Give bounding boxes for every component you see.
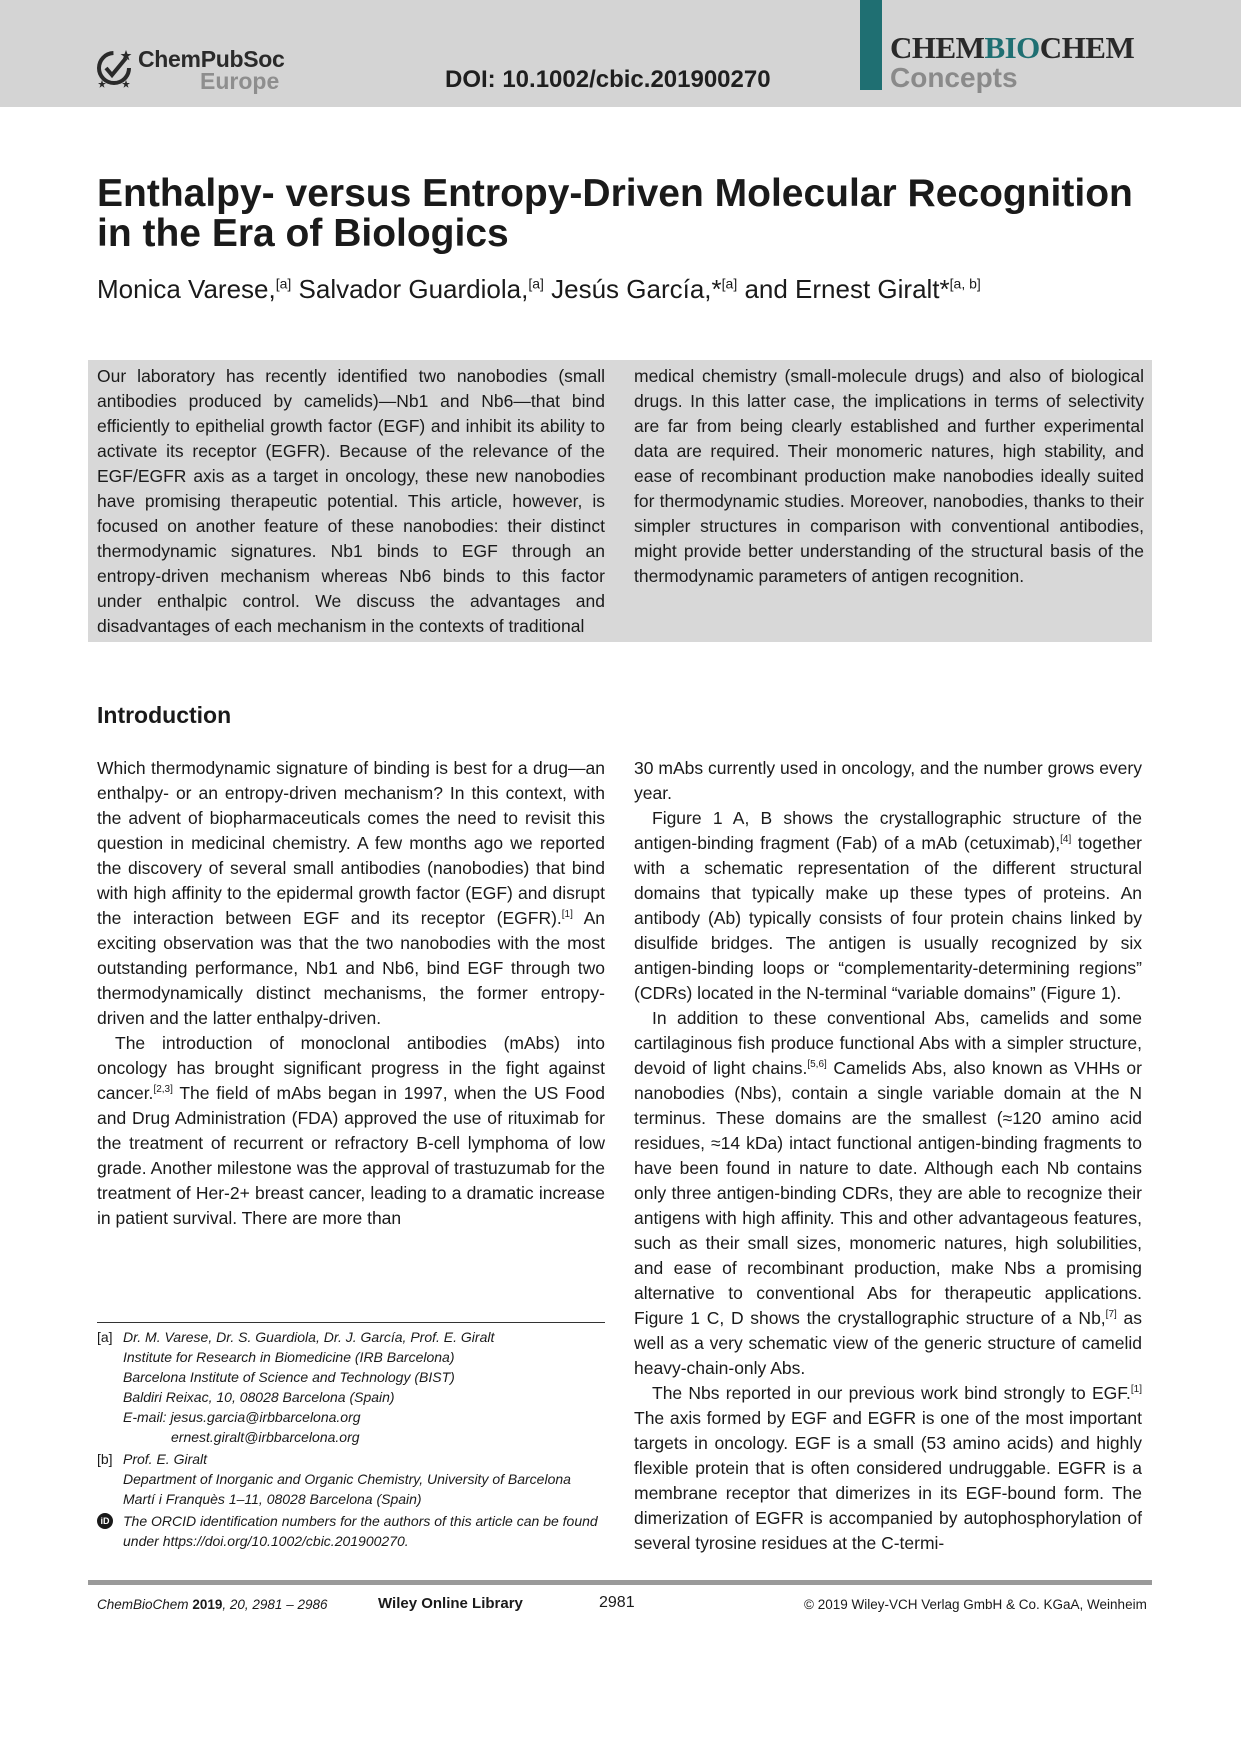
wiley-online-library-link[interactable]: Wiley Online Library [378, 1595, 523, 1612]
paragraph-text: Figure 1 A, B shows the crystallographic structure of the antigen-binding fragment (Fab) of a mAb (cetuximab), [634, 808, 1142, 853]
citation-ref: [4] [1060, 834, 1072, 846]
author-list [97, 274, 981, 305]
citation-ref: [1] [561, 909, 573, 921]
footnote-line: Prof. E. Giralt [123, 1451, 208, 1467]
page-header [0, 0, 1241, 107]
footnote-line: Baldiri Reixac, 10, 08028 Barcelona (Spain) [123, 1389, 395, 1405]
affiliation-footnotes [97, 1327, 605, 1553]
footnote-line: Institute for Research in Biomedicine (IRB Barcelona) [123, 1349, 455, 1365]
footer-year: 2019 [192, 1597, 223, 1612]
publisher-name: ChemPubSoc [138, 46, 285, 72]
body-paragraph [97, 756, 605, 1031]
footnote-line: Department of Inorganic and Organic Chemistry, University of Barcelona [123, 1471, 571, 1487]
footer-citation: ChemBioChem 2019, 20, 2981 – 2986 [97, 1597, 328, 1612]
author-name: Jesús García,* [543, 274, 722, 304]
publisher-logo [96, 44, 296, 94]
body-paragraph [634, 756, 1142, 806]
section-heading-introduction: Introduction [97, 702, 232, 728]
footer-volume: 20 [229, 1597, 245, 1612]
body-paragraph [634, 806, 1142, 1006]
article-type: Concepts [890, 62, 1018, 93]
author-affiliation: [a] [721, 275, 738, 292]
article-doi: DOI: 10.1002/cbic.201900270 [445, 66, 771, 93]
author-name: Monica Varese, [97, 274, 276, 304]
author-affiliation: [a, b] [949, 275, 981, 292]
citation-ref: [7] [1105, 1309, 1117, 1321]
body-left-column [97, 756, 605, 1231]
paragraph-text: In addition to these conventional Abs, camelids and some cartilaginous fish produce functional Abs with a simpler structure, devoid of light chains. [634, 1008, 1142, 1078]
paragraph-text: The axis formed by EGF and EGFR is one of the most important targets in oncology. EGF is a small (53 amino acids) and highly flexible protein that is often considered undruggable. EGFR is a membrane receptor that dimerizes in its EGF-bound form. The dimerization of EGFR is accompanied by autophosphorylation of several tyrosine residues at the C-termi- [634, 1408, 1142, 1553]
journal-name-bio: BIO [984, 30, 1040, 65]
abstract-left-column: Our laboratory has recently identified two nanobodies (small antibodies produced by camelids)—Nb1 and Nb6—that bind efficiently to epithelial growth factor (EGF) and inhibit its ability to activate its receptor (EGFR). Because of the relevance of the EGF/EGFR axis as a target in oncology, these new nanobodies have promising therapeutic potential. This article, however, is focused on another feature of these nanobodies: their distinct thermodynamic signatures. Nb1 binds to EGF through an entropy-driven mechanism whereas Nb6 binds to this factor under enthalpic control. We discuss the advantages and disadvantages of each mechanism in the contexts of traditional [97, 366, 605, 636]
citation-ref: [1] [1130, 1384, 1142, 1396]
abstract-right-column: medical chemistry (small-molecule drugs) and also of biological drugs. In this latter case, the implications in terms of selectivity are far from being clearly established and further experimental data are required. Their monomeric natures, high stability, and ease of recombinant production make nanobodies ideally suited for thermodynamic studies. Moreover, nanobodies, thanks to their simpler structures in comparison with conventional antibodies, might provide better understanding of the structural basis of the thermodynamic parameters of antigen recognition. [634, 366, 1144, 586]
footnote-line: Barcelona Institute of Science and Technology (BIST) [123, 1369, 455, 1385]
footnote-divider [97, 1322, 605, 1323]
author-name: Salvador Guardiola, [291, 274, 529, 304]
footer-journal: ChemBioChem [97, 1597, 189, 1612]
journal-name-prefix: CHEM [890, 30, 985, 65]
footnote-line: Dr. M. Varese, Dr. S. Guardiola, Dr. J. García, Prof. E. Giralt [123, 1329, 495, 1345]
footnote-key: [a] [97, 1329, 113, 1345]
author-affiliation: [a] [528, 275, 544, 292]
body-paragraph [634, 1006, 1142, 1381]
footer-divider [88, 1580, 1152, 1585]
paragraph-text: together with a schematic representation of the different structural domains that typically make up these types of proteins. An antibody (Ab) typically consists of four protein chains linked by disulfide bridges. The antigen is usually recognized by six antigen-binding loops or “complementarity-determining regions” (CDRs) located in the N-terminal “variable domains” (Figure 1). [634, 833, 1142, 1003]
footnote-orcid [97, 1511, 605, 1551]
paragraph-text: The introduction of monoclonal antibodies (mAbs) into oncology has brought significant progress in the fight against cancer. [97, 1033, 605, 1103]
paragraph-text: An exciting observation was that the two nanobodies with the most outstanding performance, Nb1 and Nb6, bind EGF through two thermodynamically distinct mechanisms, the former entropy-driven and the latter enthalpy-driven. [97, 908, 605, 1028]
chempubsoc-logo-icon [96, 46, 136, 90]
paragraph-text: The Nbs reported in our previous work bind strongly to EGF. [652, 1383, 1131, 1403]
body-right-column [634, 756, 1142, 1556]
paragraph-text: as well as a very schematic view of the generic structure of camelid heavy-chain-only Abs. [634, 1308, 1142, 1378]
footer-pages: , 2981 – 2986 [244, 1597, 328, 1612]
paragraph-text: 30 mAbs currently used in oncology, and the number grows every year. [634, 758, 1142, 803]
orcid-icon: iD [97, 1513, 113, 1529]
author-affiliation: [a] [275, 275, 292, 292]
orcid-note[interactable]: The ORCID identification numbers for the authors of this article can be found under https://doi.org/10.1002/cbic.201900270. [123, 1513, 598, 1549]
journal-accent-bar [860, 0, 882, 90]
citation-ref: [2,3] [153, 1084, 173, 1096]
abstract-box [88, 360, 1152, 642]
paragraph-text: The field of mAbs began in 1997, when the US Food and Drug Administration (FDA) approved the use of rituximab for the treatment of recurrent or refractory B-cell lymphoma of low grade. Another milestone was the approval of trastuzumab for the treatment of Her-2+ breast cancer, leading to a dramatic increase in patient survival. There are more than [97, 1083, 605, 1228]
paragraph-text: Which thermodynamic signature of binding is best for a drug—an enthalpy- or an entropy-driven mechanism? In this context, with the advent of biopharmaceuticals comes the need to revisit this question in medicinal chemistry. A few months ago we reported the discovery of several small antibodies (nanobodies) that bind with high affinity to the epidermal growth factor (EGF) and disrupt the interaction between EGF and its receptor (EGFR). [97, 758, 605, 928]
article-title: Enthalpy- versus Entropy-Driven Molecular Recognition in the Era of Biologics [97, 172, 1133, 255]
footnote-key: [b] [97, 1451, 113, 1467]
footnote-b [97, 1449, 605, 1509]
copyright-notice: © 2019 Wiley-VCH Verlag GmbH & Co. KGaA, Weinheim [804, 1597, 1147, 1612]
footnote-email[interactable]: ernest.giralt@irbbarcelona.org [171, 1429, 360, 1445]
page-number: 2981 [599, 1594, 635, 1611]
journal-name-suffix: CHEM [1039, 30, 1135, 65]
footnote-line: Martí i Franquès 1–11, 08028 Barcelona (Spain) [123, 1491, 422, 1507]
body-paragraph [634, 1381, 1142, 1556]
paragraph-text: Camelids Abs, also known as VHHs or nanobodies (Nbs), contain a single variable domain at the N terminus. These domains are the smallest (≈120 amino acid residues, ≈14 kDa) intact functional antigen-binding fragments to have been found in nature to date. Although each Nb contains only three antigen-binding CDRs, they are able to recognize their antigens with high affinity. This and other advantageous features, such as their small sizes, monomeric natures, high solubilities, and ease of recombinant production, make Nbs a promising alternative to conventional Abs for therapeutic applications. Figure 1 C, D shows the crystallographic structure of a Nb, [634, 1058, 1142, 1328]
journal-name [890, 30, 1134, 66]
citation-ref: [5,6] [807, 1059, 827, 1071]
footnote-a [97, 1327, 605, 1447]
publisher-region: Europe [200, 68, 280, 94]
body-paragraph [97, 1031, 605, 1231]
footnote-email[interactable]: E-mail: jesus.garcia@irbbarcelona.org [123, 1409, 361, 1425]
author-name: and Ernest Giralt* [737, 274, 950, 304]
